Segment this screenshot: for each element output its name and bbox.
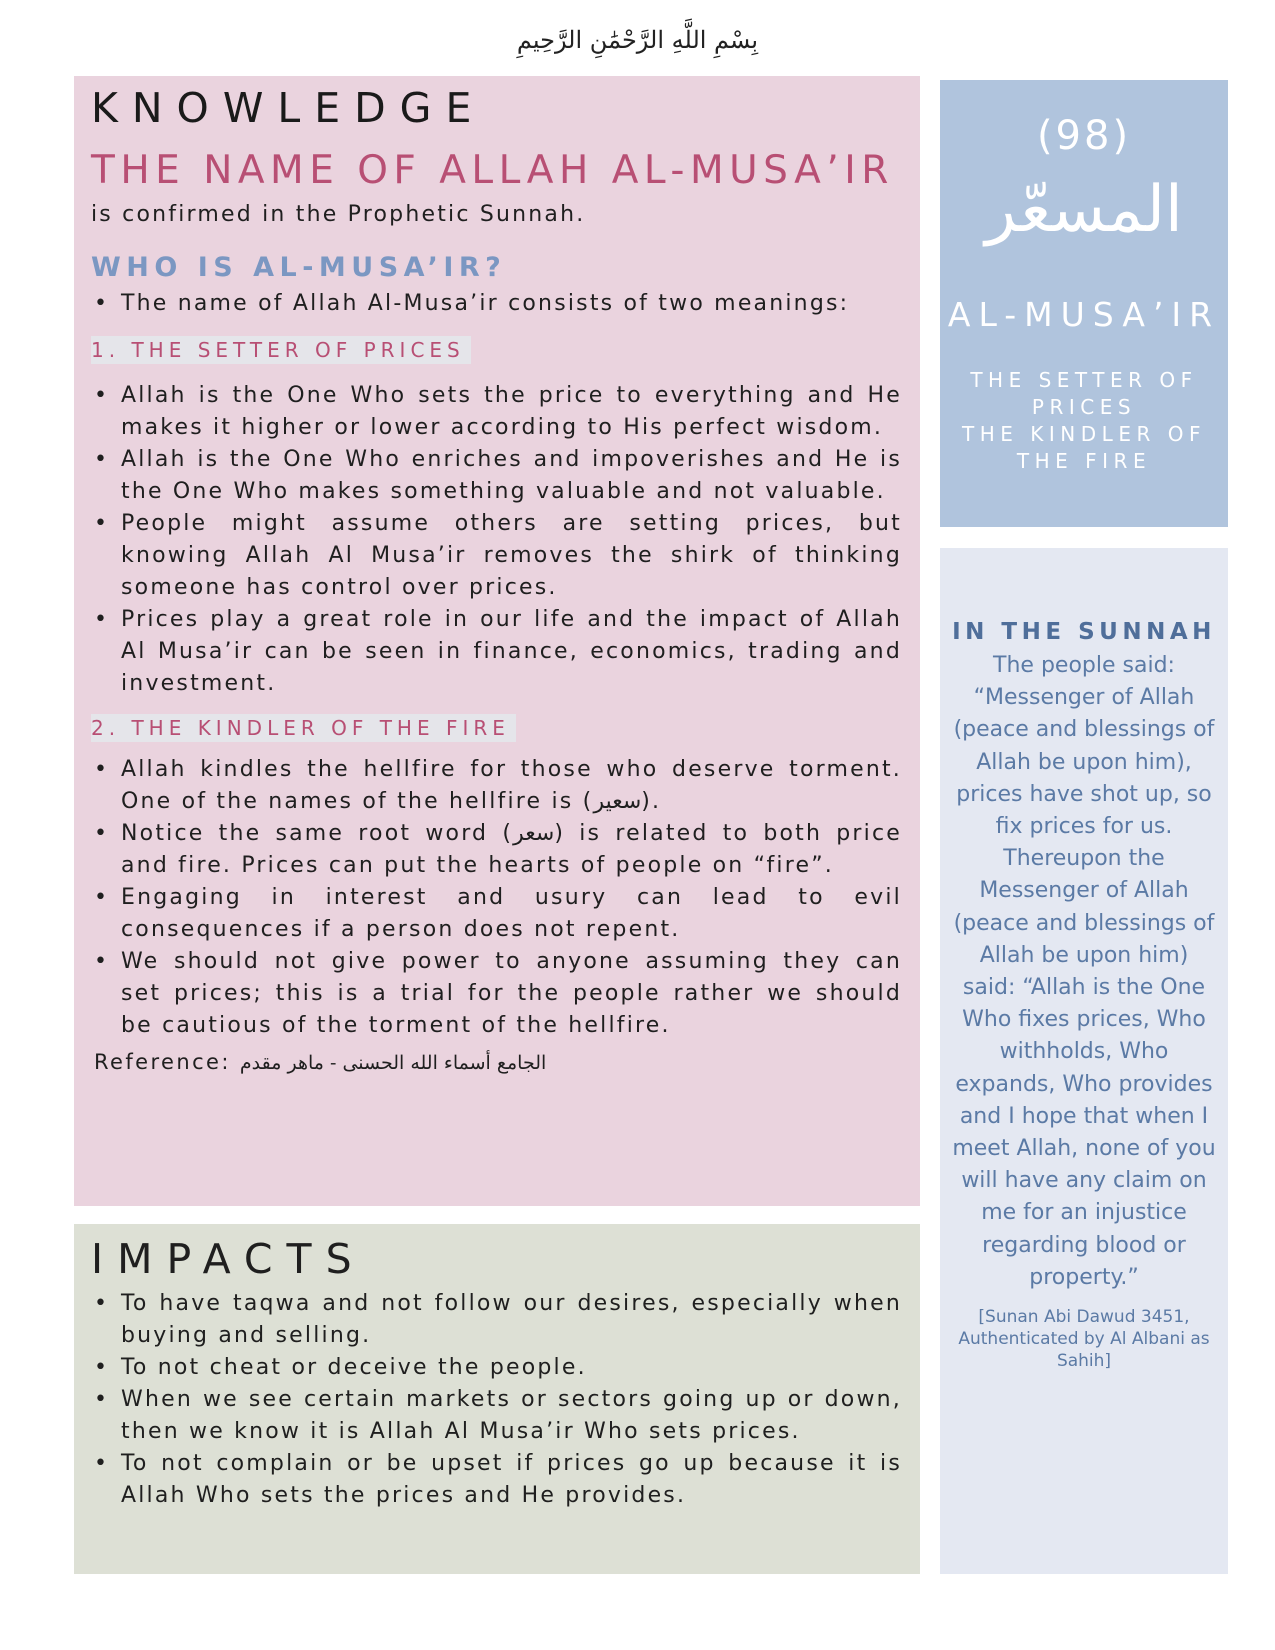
list-item: • People might assume others are setting prices, but knowing Allah Al Musa’ir removes the shirk of thinking someone has control over prices. <box>91 508 902 604</box>
knowledge-heading: KNOWLEDGE <box>91 84 486 132</box>
hadith-text: The people said: “Messenger of Allah (peace and blessings of Allah be upon him), prices have shot up, so fix prices for us. Thereupon the Messenger of Allah (peace and blessings of Allah be upon him) said: “Allah is the One Who fixes prices, Who withholds, Who expands, Who provides and I hope that when I meet Allah, none of you will have any claim on me for an injustice regarding blood or property.” <box>952 652 1216 1290</box>
kindler-bullet-list <box>91 754 902 1042</box>
list-item: • To not cheat or deceive the people. <box>91 1352 902 1384</box>
knowledge-panel <box>74 76 920 1206</box>
meaning-kindler: THE KINDLER OF THE FIRE <box>962 422 1206 473</box>
impacts-heading: IMPACTS <box>91 1235 366 1283</box>
reference-text: الجامع أسماء الله الحسنى - ماهر مقدم <box>239 1052 547 1075</box>
name-title: THE NAME OF ALLAH AL-MUSA’IR <box>91 148 894 194</box>
intro-list <box>91 288 902 320</box>
name-meanings <box>940 367 1228 475</box>
name-number: (98) <box>1036 113 1132 159</box>
sunnah-panel <box>940 548 1228 1574</box>
section-label-setter: 1. THE SETTER OF PRICES <box>91 336 471 364</box>
meaning-setter: THE SETTER OF PRICES <box>970 368 1198 419</box>
hadith-source: [Sunan Abi Dawud 3451, Authenticated by Al Albani as Sahih] <box>958 1306 1210 1371</box>
list-item: • Allah is the One Who enriches and impoverishes and He is the One Who makes something valuable and not valuable. <box>91 444 902 508</box>
impacts-panel <box>74 1224 920 1574</box>
reference-line <box>91 1050 902 1074</box>
name-subtitle: is confirmed in the Prophetic Sunnah. <box>91 202 586 228</box>
who-is-heading: WHO IS AL-MUSA’IR? <box>91 251 507 283</box>
list-item: • Prices play a great role in our life and the impact of Allah Al Musa’ir can be seen in finance, economics, trading and investment. <box>91 604 902 700</box>
list-item: • Allah is the One Who sets the price to everything and He makes it higher or lower according to His perfect wisdom. <box>91 380 902 444</box>
impacts-bullet-list <box>91 1288 902 1512</box>
setter-bullet-list <box>91 380 902 700</box>
list-item: • When we see certain markets or sectors going up or down, then we know it is Allah Al Musa’ir Who sets prices. <box>91 1384 902 1448</box>
english-name: AL-MUSA’IR <box>947 295 1221 334</box>
section-label-kindler: 2. THE KINDLER OF THE FIRE <box>91 714 516 742</box>
arabic-name: المسعّر <box>985 173 1183 247</box>
list-item: • To have taqwa and not follow our desires, especially when buying and selling. <box>91 1288 902 1352</box>
sunnah-title: IN THE SUNNAH <box>952 619 1216 645</box>
list-item: • Engaging in interest and usury can lead to evil consequences if a person does not repent. <box>91 882 902 946</box>
list-item: • The name of Allah Al-Musa’ir consists of two meanings: <box>91 288 902 320</box>
reference-label: Reference: <box>94 1050 231 1075</box>
bismillah-calligraphy: بِسْمِ اللَّهِ الرَّحْمَٰنِ الرَّحِيمِ <box>516 26 759 54</box>
list-item: • Allah kindles the hellfire for those who deserve torment. One of the names of the hellfire is (سعير). <box>91 754 902 818</box>
list-item: • We should not give power to anyone assuming they can set prices; this is a trial for the people rather we should be cautious of the torment of the hellfire. <box>91 946 902 1042</box>
name-card <box>940 80 1228 527</box>
list-item: • Notice the same root word (سعر) is related to both price and fire. Prices can put the hearts of people on “fire”. <box>91 818 902 882</box>
list-item: • To not complain or be upset if prices go up because it is Allah Who sets the prices and He provides. <box>91 1448 902 1512</box>
